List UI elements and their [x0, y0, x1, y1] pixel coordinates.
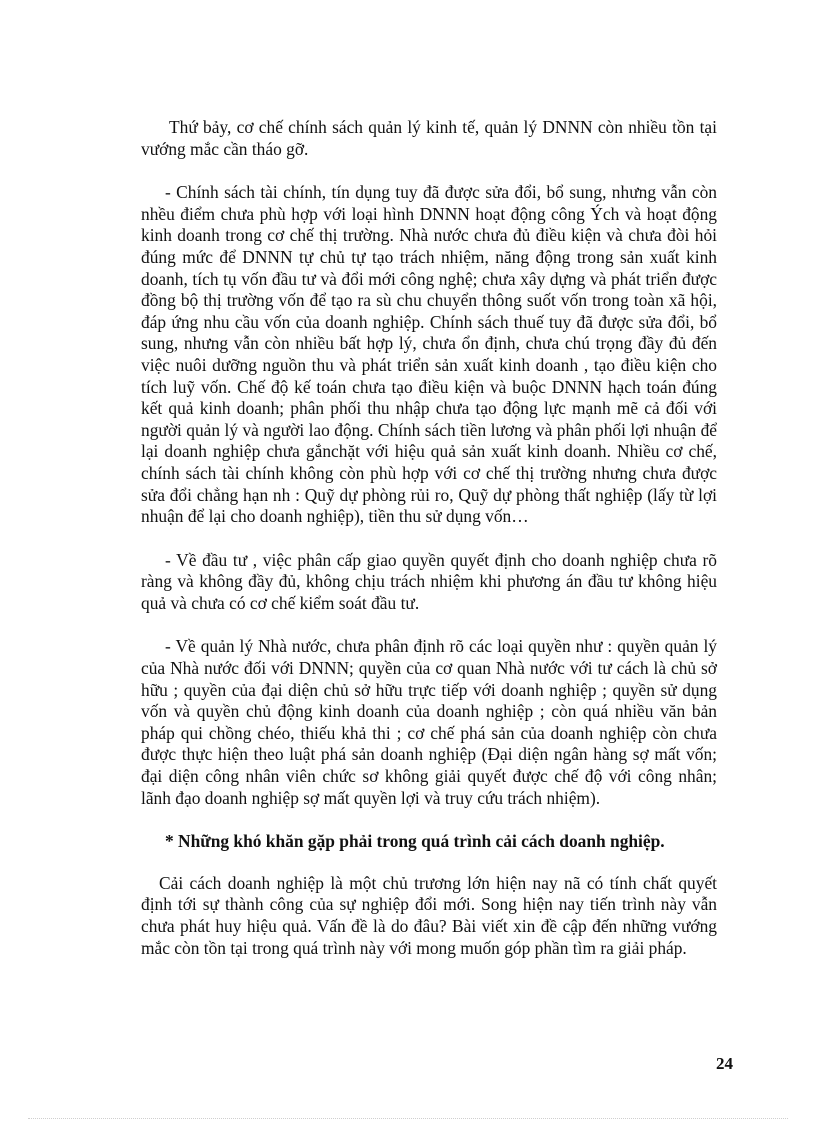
paragraph-investment: - Về đầu tư , việc phân cấp giao quyền quyết định cho doanh nghiệp chưa rõ ràng và không đầy đủ, không chịu trách nhiệm khi phương án đầu tư không hiệu quả và chưa có cơ chế kiểm soát đầu tư.	[141, 549, 717, 613]
paragraph-finance-policy: - Chính sách tài chính, tín dụng tuy đã được sửa đổi, bổ sung, nhưng vẫn còn nhều điểm chưa phù hợp với loại hình DNNN hoạt động công Ých và hoạt động kinh doanh trong cơ chế thị trường. Nhà nước chưa đủ điều kiện và chưa đòi hỏi đúng mức để DNNN tự chủ tự tạo trách nhiệm, năng động trong sản xuất kinh doanh, tích tụ vốn đầu tư và đổi mới công nghệ; chưa xây dựng và phát triển được đồng bộ thị trường vốn để tạo ra sù chu chuyển thông suốt vốn trong toàn xã hội, đáp ứng nhu cầu vốn của doanh nghiệp. Chính sách thuế tuy đã được sửa đổi, bổ sung, nhưng vẫn còn nhiều bất hợp lý, chưa ổn định, chưa chú trọng đầy đủ đến việc nuôi dưỡng nguồn thu và phát triển sản xuất kinh doanh , tạo điều kiện cho tích luỹ vốn. Chế độ kế toán chưa tạo điều kiện và buộc DNNN hạch toán đúng kết quả kinh doanh; phân phối thu nhập chưa tạo động lực mạnh mẽ cả đối với người quản lý và người lao động. Chính sách tiền lương và phân phối lợi nhuận để lại doanh nghiệp chưa gắnchặt với hiệu quả sản xuất kinh doanh. Nhiều cơ chế, chính sách tài chính không còn phù hợp với cơ chế thị trường nhưng chưa được sửa đổi chẳng hạn nh : Quỹ dự phòng rủi ro, Quỹ dự phòng thất nghiệp (lấy từ lợi nhuận để lại cho doanh nghiệp), tiền thu sử dụng vốn…	[141, 182, 717, 527]
paragraph-state-management: - Về quản lý Nhà nước, chưa phân định rõ các loại quyền như : quyền quản lý của Nhà nước đối với DNNN; quyền của cơ quan Nhà nước với tư cách là chủ sở hữu ; quyền của đại diện chủ sở hữu trực tiếp với doanh nghiệp ; quyền sử dụng vốn và quyền chủ động kinh doanh của doanh nghiệp ; còn quá nhiều văn bản pháp qui chồng chéo, thiếu khả thi ; cơ chế phá sản của doanh nghiệp còn chưa được thực hiện theo luật phá sản doanh nghiệp (Đại diện ngân hàng sợ mất vốn; đại diện công nhân viên chức sơ không giải quyết được chế độ với công nhân; lãnh đạo doanh nghiệp sợ mất quyền lợi và truy cứu trách nhiệm).	[141, 636, 717, 808]
page-number: 24	[716, 1054, 733, 1073]
section-heading: * Những khó khăn gặp phải trong quá trình cải cách doanh nghiệp.	[165, 831, 665, 852]
page-body	[141, 117, 717, 959]
page-bottom-divider	[28, 1118, 788, 1119]
paragraph-intro: Thứ bảy, cơ chế chính sách quản lý kinh tế, quản lý DNNN còn nhiều tồn tại vướng mắc cần tháo gỡ.	[141, 117, 717, 159]
paragraph-closing: Cải cách doanh nghiệp là một chủ trương lớn hiện nay nã có tính chất quyết định tới sự thành công của sự nghiệp đổi mới. Song hiện nay tiến trình này vẫn chưa phát huy hiệu quả. Vấn đề là do đâu? Bài viết xin đề cập đến những vướng mắc còn tồn tại trong quá trình này với mong muốn góp phần tìm ra giải pháp.	[141, 872, 717, 958]
